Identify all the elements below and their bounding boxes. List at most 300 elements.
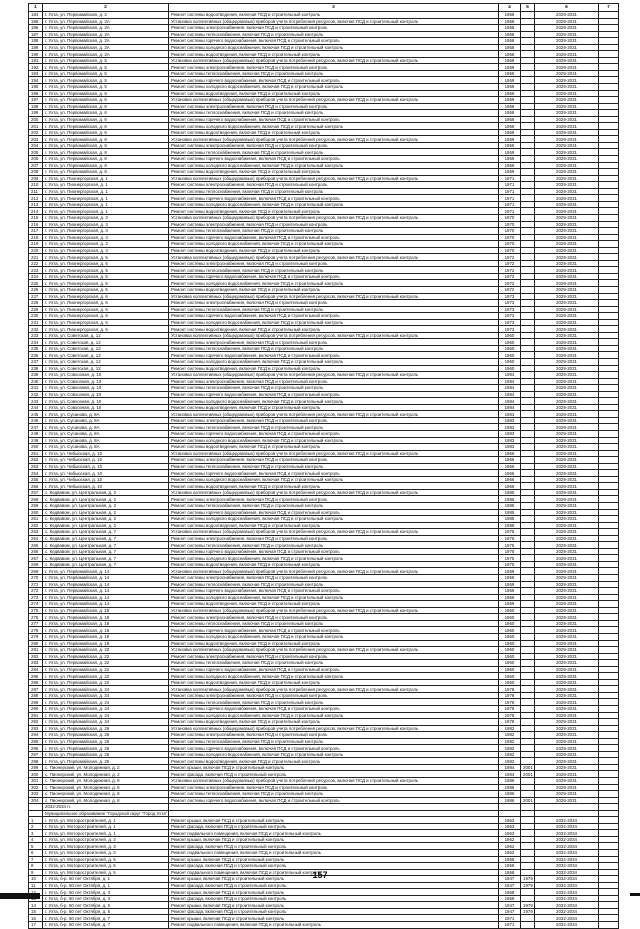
- build-year-cell: 1983: [499, 424, 521, 431]
- period-cell: 2029-2031: [535, 123, 599, 130]
- work-type-cell: Ремонт системы электроснабжения, включая ПСД и строительный контроль: [169, 260, 499, 267]
- address-cell: г. Ухта, ул. Совхозная, д. 10: [43, 398, 169, 405]
- address-cell: г. Ухта, ул. Первомайская, д. 26: [43, 738, 169, 745]
- build-year-cell: 1958: [499, 12, 521, 19]
- row-number-cell: 15: [29, 908, 43, 915]
- address-cell: г. Ухта, ул. Первомайская, д. 8: [43, 169, 169, 176]
- address-cell: г. Ухта, ул. Первомайская, д. 5: [43, 90, 169, 97]
- work-type-cell: Ремонт системы холодного водоснабжения, включая ПСД и строительный контроль: [169, 673, 499, 680]
- build-year-cell: 1985: [499, 516, 521, 523]
- row-number-cell: 304: [29, 797, 43, 804]
- build-year-cell: 1985: [499, 503, 521, 510]
- page-number: 157: [312, 870, 328, 880]
- address-cell: г. Ухта, ул. Советская, д. 12: [43, 332, 169, 339]
- address-cell: г. Ухта, ул. Пионергорская, д. 3: [43, 234, 169, 241]
- period-cell: 2029-2031: [535, 247, 599, 254]
- address-cell: г. Ухта, ул. Первомайская, д. 22: [43, 653, 169, 660]
- work-type-cell: Ремонт крыши, включая ПСД и строительный контроль: [169, 915, 499, 922]
- build-year-cell: 1971: [499, 208, 521, 215]
- work-type-cell: Ремонт системы холодного водоснабжения, включая ПСД и строительный контроль: [169, 201, 499, 208]
- address-cell: г. Ухта, ул. Советская, д. 12: [43, 339, 169, 346]
- row-number-cell: 298: [29, 758, 43, 765]
- row-number-cell: 251: [29, 450, 43, 457]
- row-number-cell: 266: [29, 548, 43, 555]
- address-cell: г. Ухта, ул. Первомайская, д. 2А: [43, 31, 169, 38]
- period-cell: 2029-2031: [535, 90, 599, 97]
- work-type-cell: Ремонт системы холодного водоснабжения, включая ПСД и строительный контроль: [169, 751, 499, 758]
- address-cell: г. Ухта, ул. Сусанова, д. 8А: [43, 411, 169, 418]
- build-year-cell: 1978: [499, 686, 521, 693]
- build-year-cell: 1978: [499, 719, 521, 726]
- period-cell: 2029-2031: [535, 44, 599, 51]
- row-number-cell: 17: [29, 922, 43, 929]
- address-cell: г. Ухта, ул. Первомайская, д. 22: [43, 660, 169, 667]
- row-number-cell: 232: [29, 326, 43, 333]
- address-cell: г. Ухта, ул. Пионергорская, д. 1: [43, 175, 169, 182]
- period-cell: 2032-2034: [535, 889, 599, 896]
- address-cell: с. Кедвавом, ул. Центральная, д. 2: [43, 496, 169, 503]
- row-number-cell: 214: [29, 208, 43, 215]
- period-cell: 2029-2031: [535, 339, 599, 346]
- address-cell: г. Ухта, ул. Чибьюская, д. 10: [43, 463, 169, 470]
- row-number-cell: 292: [29, 719, 43, 726]
- build-year-cell: 1971: [499, 201, 521, 208]
- address-cell: г. Ухта, ул. Моторостроителей, д. 1: [43, 817, 169, 824]
- address-cell: с. Кедвавом, ул. Центральная, д. 7: [43, 561, 169, 568]
- row-number-cell: 188: [29, 38, 43, 45]
- period-cell: 2029-2031: [535, 679, 599, 686]
- row-number-cell: 215: [29, 214, 43, 221]
- row-number-cell: 191: [29, 57, 43, 64]
- address-cell: г. Ухта, ул. Чибьюская, д. 10: [43, 457, 169, 464]
- work-type-cell: Ремонт системы холодного водоснабжения, включая ПСД и строительный контроль: [169, 280, 499, 287]
- row-number-cell: 293: [29, 725, 43, 732]
- work-type-cell: Ремонт крыши, включая ПСД и строительный контроль: [169, 876, 499, 883]
- build-year-cell: 1984: [499, 378, 521, 385]
- work-type-cell: Установка коллективных (общедомовых) приборов учета потребления ресурсов, включая ПСД и строительный контроль: [169, 777, 499, 784]
- row-number-cell: 262: [29, 522, 43, 529]
- row-number-cell: 212: [29, 195, 43, 202]
- repair-schedule-table: [28, 3, 619, 929]
- work-type-cell: Установка коллективных (общедомовых) приборов учета потребления ресурсов, включая ПСД и строительный контроль: [169, 411, 499, 418]
- work-type-cell: Ремонт системы водоотведения, включая ПСД и строительный контроль: [169, 208, 499, 215]
- build-year-cell: 1958: [499, 863, 521, 870]
- row-number-cell: 231: [29, 319, 43, 326]
- row-number-cell: 296: [29, 745, 43, 752]
- build-year-cell: 1985: [499, 489, 521, 496]
- period-cell: 2029-2031: [535, 450, 599, 457]
- work-type-cell: Ремонт фасада, включая ПСД и строительный контроль: [169, 895, 499, 902]
- row-number-cell: 228: [29, 300, 43, 307]
- work-type-cell: Ремонт системы холодного водоснабжения, включая ПСД и строительный контроль: [169, 437, 499, 444]
- work-type-cell: Ремонт системы теплоснабжения, включая ПСД и строительный контроль: [169, 542, 499, 549]
- address-cell: г. Ухта, ул. Чибьюская, д. 10: [43, 450, 169, 457]
- address-cell: г. Ухта, ул. Пионергорская, д. 1: [43, 201, 169, 208]
- period-cell: 2029-2031: [535, 332, 599, 339]
- period-cell: 2029-2031: [535, 516, 599, 523]
- work-type-cell: Ремонт системы горячего водоснабжения, включая ПСД и строительный контроль: [169, 391, 499, 398]
- period-cell: 2029-2031: [535, 424, 599, 431]
- row-number-cell: 246: [29, 417, 43, 424]
- address-cell: г. Ухта, б-р. 50 лет Октября, д. 5: [43, 908, 169, 915]
- work-type-cell: Ремонт крыши, включая ПСД и строительный контроль: [169, 889, 499, 896]
- address-cell: с. Кедвавом, ул. Центральная, д. 2: [43, 509, 169, 516]
- address-cell: г. Ухта, ул. Первомайская, д. 6: [43, 110, 169, 117]
- address-cell: г. Ухта, ул. Сусанова, д. 8А: [43, 431, 169, 438]
- build-year-cell: 1960: [499, 345, 521, 352]
- row-number-cell: 257: [29, 489, 43, 496]
- row-number-cell: 213: [29, 201, 43, 208]
- period-cell: 2029-2031: [535, 365, 599, 372]
- period-cell: 2032-2034: [535, 908, 599, 915]
- address-cell: г. Ухта, ул. Первомайская, д. 14: [43, 568, 169, 575]
- row-number-cell: 229: [29, 306, 43, 313]
- address-cell: г. Ухта, ул. Пионергорская, д. 6: [43, 306, 169, 313]
- address-cell: г. Ухта, ул. Чибьюская, д. 10: [43, 476, 169, 483]
- address-cell: г. Ухта, ул. Первомайская, д. 14: [43, 575, 169, 582]
- row-number-cell: 263: [29, 529, 43, 536]
- address-cell: г. Ухта, ул. Первомайская, д. 18: [43, 633, 169, 640]
- period-cell: 2029-2031: [535, 188, 599, 195]
- period-cell: 2029-2031: [535, 116, 599, 123]
- build-year-cell: 1947: [499, 908, 521, 915]
- address-cell: с. Кедвавом, ул. Центральная, д. 7: [43, 542, 169, 549]
- row-number-cell: 303: [29, 791, 43, 798]
- work-type-cell: Ремонт системы горячего водоснабжения, включая ПСД и строительный контроль: [169, 234, 499, 241]
- work-type-cell: Ремонт системы водоотведения, включая ПСД и строительный контроль: [169, 483, 499, 490]
- build-year-cell: 1966: [499, 463, 521, 470]
- build-year-cell: 1978: [499, 699, 521, 706]
- row-number-cell: 238: [29, 365, 43, 372]
- address-cell: г. Ухта, ул. Первомайская, д. 6: [43, 129, 169, 136]
- build-year-cell: 1959: [499, 149, 521, 156]
- address-cell: г. Ухта, ул. Моторостроителей, д. 3: [43, 836, 169, 843]
- row-number-cell: 227: [29, 293, 43, 300]
- build-year-cell: 1986: [499, 784, 521, 791]
- work-type-cell: Установка коллективных (общедомовых) приборов учета потребления ресурсов, включая ПСД и строительный контроль: [169, 686, 499, 693]
- period-cell: 2029-2031: [535, 529, 599, 536]
- row-number-cell: 275: [29, 607, 43, 614]
- address-cell: г. Ухта, ул. Моторостроителей, д. 3: [43, 850, 169, 857]
- work-type-cell: Ремонт системы холодного водоснабжения, включая ПСД и строительный контроль: [169, 319, 499, 326]
- period-cell: 2029-2031: [535, 411, 599, 418]
- row-number-cell: 197: [29, 97, 43, 104]
- build-year-cell: 1958: [499, 31, 521, 38]
- work-type-cell: Установка коллективных (общедомовых) приборов учета потребления ресурсов, включая ПСД и строительный контроль: [169, 175, 499, 182]
- row-number-cell: 300: [29, 771, 43, 778]
- row-number-cell: 226: [29, 286, 43, 293]
- work-type-cell: Установка коллективных (общедомовых) приборов учета потребления ресурсов, включая ПСД и строительный контроль: [169, 725, 499, 732]
- row-number-cell: 5: [29, 843, 43, 850]
- row-number-cell: 244: [29, 404, 43, 411]
- work-type-cell: Установка коллективных (общедомовых) приборов учета потребления ресурсов, включая ПСД и строительный контроль: [169, 489, 499, 496]
- period-cell: 2029-2031: [535, 175, 599, 182]
- work-type-cell: Ремонт системы холодного водоснабжения, включая ПСД и строительный контроль: [169, 555, 499, 562]
- build-year-cell: 1959: [499, 97, 521, 104]
- period-cell: 2029-2031: [535, 372, 599, 379]
- row-number-cell: 189: [29, 44, 43, 51]
- period-cell: 2029-2031: [535, 764, 599, 771]
- row-number-cell: 240: [29, 378, 43, 385]
- build-year-cell: 1958: [499, 869, 521, 876]
- period-cell: 2029-2031: [535, 300, 599, 307]
- build-year-cell: 1959: [499, 601, 521, 608]
- address-cell: г. Ухта, ул. Совхозная, д. 10: [43, 391, 169, 398]
- row-number-cell: 235: [29, 345, 43, 352]
- period-cell: 2029-2031: [535, 156, 599, 163]
- row-number-cell: 245: [29, 411, 43, 418]
- period-cell: 2029-2031: [535, 417, 599, 424]
- build-year-cell: 1975: [499, 542, 521, 549]
- row-number-cell: 276: [29, 614, 43, 621]
- build-year-cell: 1963: [499, 823, 521, 830]
- period-cell: 2032-2034: [535, 850, 599, 857]
- address-cell: г. Ухта, ул. Первомайская, д. 22: [43, 647, 169, 654]
- period-cell: 2029-2031: [535, 607, 599, 614]
- row-number-cell: 252: [29, 457, 43, 464]
- build-year-cell: 1958: [499, 44, 521, 51]
- work-type-cell: Ремонт системы электроснабжения, включая ПСД и строительный контроль: [169, 457, 499, 464]
- address-cell: г. Ухта, ул. Советская, д. 12: [43, 358, 169, 365]
- row-number-cell: 223: [29, 267, 43, 274]
- address-cell: г. Ухта, ул. Советская, д. 12: [43, 345, 169, 352]
- work-type-cell: Ремонт системы электроснабжения, включая ПСД и строительный контроль: [169, 575, 499, 582]
- work-type-cell: Ремонт системы водоотведения, включая ПСД и строительный контроль: [169, 286, 499, 293]
- address-cell: г. Ухта, ул. Пионергорская, д. 6: [43, 326, 169, 333]
- row-number-cell: 289: [29, 699, 43, 706]
- build-year-cell: 1962: [499, 850, 521, 857]
- period-cell: 2029-2031: [535, 444, 599, 451]
- work-type-cell: Установка коллективных (общедомовых) приборов учета потребления ресурсов, включая ПСД и строительный контроль: [169, 18, 499, 25]
- address-cell: г. Ухта, ул. Советская, д. 12: [43, 365, 169, 372]
- build-year-cell: 1975: [499, 561, 521, 568]
- period-cell: 2029-2031: [535, 391, 599, 398]
- row-number-cell: 216: [29, 221, 43, 228]
- row-number-cell: 211: [29, 188, 43, 195]
- build-year-cell: 1958: [499, 895, 521, 902]
- address-cell: г. Ухта, ул. Первомайская, д. 6: [43, 97, 169, 104]
- table-row: [29, 922, 619, 929]
- work-type-cell: Ремонт системы теплоснабжения, включая ПСД и строительный контроль: [169, 660, 499, 667]
- build-year-cell: 1982: [499, 732, 521, 739]
- build-year-cell: 1959: [499, 84, 521, 91]
- row-number-cell: 253: [29, 463, 43, 470]
- work-type-cell: Ремонт системы теплоснабжения, включая ПСД и строительный контроль: [169, 699, 499, 706]
- period-cell: 2029-2031: [535, 12, 599, 19]
- build-year-cell: 1973: [499, 313, 521, 320]
- work-type-cell: Ремонт системы теплоснабжения, включая ПСД и строительный контроль: [169, 70, 499, 77]
- row-number-cell: 234: [29, 339, 43, 346]
- row-number-cell: 285: [29, 673, 43, 680]
- row-number-cell: 210: [29, 182, 43, 189]
- row-number-cell: 248: [29, 431, 43, 438]
- work-type-cell: Ремонт системы теплоснабжения, включая ПСД и строительный контроль: [169, 738, 499, 745]
- period-cell: 2032-2034: [535, 843, 599, 850]
- work-type-cell: Ремонт системы горячего водоснабжения, включая ПСД и строительный контроль: [169, 273, 499, 280]
- work-type-cell: Ремонт системы холодного водоснабжения, включая ПСД и строительный контроль: [169, 162, 499, 169]
- address-cell: г. Ухта, ул. Сусанова, д. 8А: [43, 444, 169, 451]
- build-year-cell: 1970: [499, 234, 521, 241]
- work-type-cell: Ремонт системы электроснабжения, включая ПСД и строительный контроль: [169, 339, 499, 346]
- address-cell: г. Ухта, ул. Первомайская, д. 8: [43, 162, 169, 169]
- address-cell: г. Ухта, ул. Первомайская, д. 8: [43, 149, 169, 156]
- address-cell: г. Ухта, ул. Моторостроителей, д. 1: [43, 823, 169, 830]
- build-year-cell: 1959: [499, 581, 521, 588]
- address-cell: г. Ухта, ул. Первомайская, д. 26: [43, 725, 169, 732]
- address-cell: г. Ухта, б-р. 50 лет Октября, д. 5: [43, 902, 169, 909]
- address-cell: г. Ухта, ул. Первомайская, д. 6: [43, 116, 169, 123]
- build-year-cell: 1971: [499, 195, 521, 202]
- period-cell: 2029-2031: [535, 496, 599, 503]
- table-row: [29, 797, 619, 804]
- work-type-cell: Ремонт системы водоотведения, включая ПСД и строительный контроль: [169, 247, 499, 254]
- build-year-cell: 1958: [499, 51, 521, 58]
- build-year-cell: 1960: [499, 358, 521, 365]
- period-cell: 2032-2034: [535, 876, 599, 883]
- period-cell: 2029-2031: [535, 103, 599, 110]
- reconstruction-year-cell: 2001: [521, 797, 535, 804]
- period-cell: 2029-2031: [535, 732, 599, 739]
- address-cell: г. Ухта, ул. Пионергорская, д. 5: [43, 267, 169, 274]
- build-year-cell: 1960: [499, 679, 521, 686]
- address-cell: г. Ухта, б-р. 50 лет Октября, д. 3: [43, 889, 169, 896]
- build-year-cell: 1962: [499, 836, 521, 843]
- address-cell: Муниципальное образование "Городской округ "Город Ухта": [43, 810, 169, 817]
- row-number-cell: 218: [29, 234, 43, 241]
- work-type-cell: Ремонт системы теплоснабжения, включая ПСД и строительный контроль: [169, 620, 499, 627]
- row-number-cell: 217: [29, 228, 43, 235]
- address-cell: г. Ухта, ул. Пионергорская, д. 1: [43, 188, 169, 195]
- work-type-cell: Ремонт системы водоотведения, включая ПСД и строительный контроль: [169, 51, 499, 58]
- build-year-cell: 1959: [499, 594, 521, 601]
- address-cell: с. Кедвавом, ул. Центральная, д. 7: [43, 548, 169, 555]
- build-year-cell: 1960: [499, 614, 521, 621]
- period-cell: 2029-2031: [535, 738, 599, 745]
- work-type-cell: Ремонт системы холодного водоснабжения, включая ПСД и строительный контроль: [169, 398, 499, 405]
- row-number-cell: 260: [29, 509, 43, 516]
- build-year-cell: 1978: [499, 692, 521, 699]
- period-cell: 2029-2031: [535, 404, 599, 411]
- build-year-cell: 1983: [499, 417, 521, 424]
- build-year-cell: 1960: [499, 647, 521, 654]
- work-type-cell: Ремонт системы электроснабжения, включая ПСД и строительный контроль: [169, 25, 499, 32]
- row-number-cell: 274: [29, 601, 43, 608]
- address-cell: г. Ухта, б-р. 50 лет Октября, д. 7: [43, 922, 169, 929]
- period-cell: 2029-2031: [535, 169, 599, 176]
- build-year-cell: 1959: [499, 142, 521, 149]
- period-cell: 2029-2031: [535, 476, 599, 483]
- work-type-cell: Ремонт системы теплоснабжения, включая ПСД и строительный контроль: [169, 31, 499, 38]
- work-type-cell: Ремонт системы холодного водоснабжения, включая ПСД и строительный контроль: [169, 712, 499, 719]
- period-cell: 2029-2031: [535, 777, 599, 784]
- work-type-cell: Ремонт системы водоотведения, включая ПСД и строительный контроль: [169, 169, 499, 176]
- address-cell: г. Ухта, ул. Первомайская, д. 26: [43, 758, 169, 765]
- address-cell: г. Ухта, ул. Первомайская, д. 18: [43, 640, 169, 647]
- row-number-cell: 205: [29, 149, 43, 156]
- row-number-cell: 250: [29, 444, 43, 451]
- build-year-cell: 1960: [499, 352, 521, 359]
- row-number-cell: 267: [29, 555, 43, 562]
- build-year-cell: 1959: [499, 588, 521, 595]
- period-cell: 2029-2031: [535, 457, 599, 464]
- period-cell: 2029-2031: [535, 601, 599, 608]
- build-year-cell: 1984: [499, 398, 521, 405]
- build-year-cell: 1959: [499, 568, 521, 575]
- work-type-cell: Ремонт системы электроснабжения, включая ПСД и строительный контроль: [169, 653, 499, 660]
- build-year-cell: 1962: [499, 843, 521, 850]
- period-cell: 2029-2031: [535, 18, 599, 25]
- period-cell: 2029-2031: [535, 568, 599, 575]
- column-number: 4: [499, 4, 521, 12]
- work-type-cell: Ремонт системы теплоснабжения, включая ПСД и строительный контроль: [169, 463, 499, 470]
- build-year-cell: 1984: [499, 404, 521, 411]
- work-type-cell: Ремонт фасада, включая ПСД и строительный контроль: [169, 908, 499, 915]
- work-type-cell: Ремонт системы холодного водоснабжения, включая ПСД и строительный контроль: [169, 358, 499, 365]
- period-cell: 2032-2034: [535, 895, 599, 902]
- row-number-cell: 14: [29, 902, 43, 909]
- row-number-cell: 299: [29, 764, 43, 771]
- row-number-cell: 247: [29, 424, 43, 431]
- build-year-cell: 1978: [499, 712, 521, 719]
- reconstruction-year-cell: 1979: [521, 876, 535, 883]
- work-type-cell: Ремонт фасада, включая ПСД и строительный контроль: [169, 882, 499, 889]
- period-cell: 2029-2031: [535, 38, 599, 45]
- build-year-cell: 1966: [499, 457, 521, 464]
- build-year-cell: 1960: [499, 365, 521, 372]
- address-cell: г. Ухта, ул. Сусанова, д. 8А: [43, 417, 169, 424]
- row-number-cell: 264: [29, 535, 43, 542]
- work-type-cell: Ремонт крыши, включая ПСД и строительный контроль: [169, 836, 499, 843]
- work-type-cell: Ремонт системы теплоснабжения, включая ПСД и строительный контроль: [169, 188, 499, 195]
- row-number-cell: 185: [29, 18, 43, 25]
- build-year-cell: 1966: [499, 450, 521, 457]
- address-cell: г. Ухта, ул. Пионергорская, д. 6: [43, 293, 169, 300]
- build-year-cell: 1970: [499, 241, 521, 248]
- period-cell: 2029-2031: [535, 431, 599, 438]
- work-type-cell: Установка коллективных (общедомовых) приборов учета потребления ресурсов, включая ПСД и строительный контроль: [169, 97, 499, 104]
- build-year-cell: 1972: [499, 267, 521, 274]
- work-type-cell: Ремонт подвального помещения, включая ПСД и строительный контроль: [169, 850, 499, 857]
- row-number-cell: 11: [29, 882, 43, 889]
- column-number: 2: [43, 4, 169, 12]
- period-cell: 2029-2031: [535, 647, 599, 654]
- build-year-cell: 1975: [499, 555, 521, 562]
- row-number-cell: 249: [29, 437, 43, 444]
- address-cell: г. Ухта, ул. Первомайская, д. 14: [43, 581, 169, 588]
- build-year-cell: 1982: [499, 751, 521, 758]
- work-type-cell: Установка коллективных (общедомовых) приборов учета потребления ресурсов, включая ПСД и строительный контроль: [169, 332, 499, 339]
- work-type-cell: Ремонт системы холодного водоснабжения, включая ПСД и строительный контроль: [169, 241, 499, 248]
- column-number: 1: [29, 4, 43, 12]
- work-type-cell: Установка коллективных (общедомовых) приборов учета потребления ресурсов, включая ПСД и строительный контроль: [169, 568, 499, 575]
- work-type-cell: Ремонт системы горячего водоснабжения, включая ПСД и строительный контроль: [169, 431, 499, 438]
- note-cell: [599, 922, 619, 929]
- row-number-cell: 219: [29, 241, 43, 248]
- address-cell: с. Кедвавом, ул. Центральная, д. 7: [43, 535, 169, 542]
- row-number-cell: 204: [29, 142, 43, 149]
- work-type-cell: Ремонт системы горячего водоснабжения, включая ПСД и строительный контроль: [169, 77, 499, 84]
- address-cell: г. Ухта, ул. Первомайская, д. 14: [43, 594, 169, 601]
- period-cell: 2029-2031: [535, 705, 599, 712]
- period-cell: 2029-2031: [535, 398, 599, 405]
- build-year-cell: 1959: [499, 169, 521, 176]
- build-year-cell: 1983: [499, 444, 521, 451]
- row-number-cell: 4: [29, 836, 43, 843]
- work-type-cell: Ремонт системы теплоснабжения, включая ПСД и строительный контроль: [169, 267, 499, 274]
- address-cell: г. Ухта, ул. Первомайская, д. 22: [43, 673, 169, 680]
- row-number-cell: 273: [29, 594, 43, 601]
- work-type-cell: Установка коллективных (общедомовых) приборов учета потребления ресурсов, включая ПСД и строительный контроль: [169, 254, 499, 261]
